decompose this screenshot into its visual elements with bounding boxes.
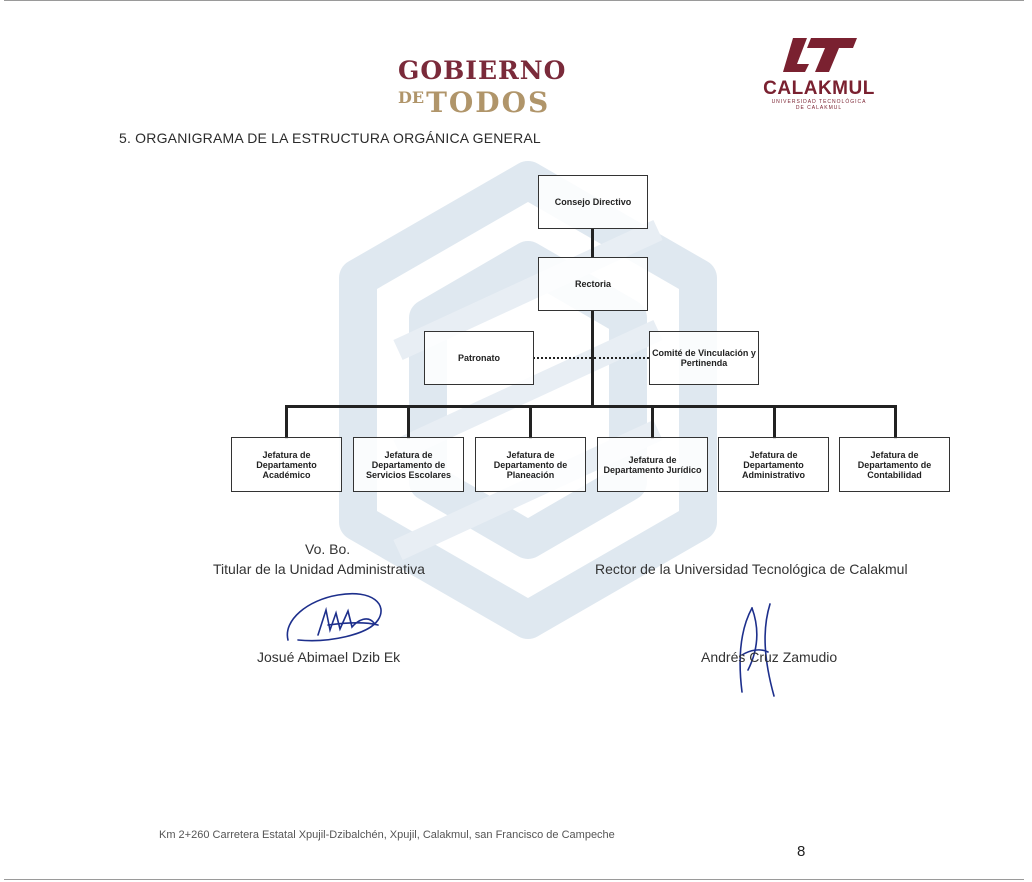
connector-dept-2 — [407, 405, 410, 439]
connector-dept-3 — [529, 405, 532, 439]
left-signer-role: Titular de la Unidad Administrativa — [213, 561, 425, 577]
left-signer-name: Josué Abimael Dzib Ek — [257, 649, 401, 665]
footer-address: Km 2+260 Carretera Estatal Xpujil-Dzibalchén, Xpujil, Calakmul, san Francisco de Campeche — [159, 829, 615, 841]
ut-sub-line-2: DE CALAKMUL — [795, 105, 843, 111]
org-box-dept-administrativo: Jefatura de Departamento Administrativo — [718, 437, 829, 492]
org-box-dept-planeacion: Jefatura de Departamento de Planeación — [475, 437, 586, 492]
ut-mark-icon — [779, 36, 859, 74]
left-signature-scribble — [278, 585, 393, 655]
page-number: 8 — [797, 843, 806, 860]
ut-sub-line-1: UNIVERSIDAD TECNOLÓGICA — [771, 99, 867, 105]
connector-top — [591, 229, 594, 258]
connector-main — [591, 311, 594, 407]
section-title: 5. ORGANIGRAMA DE LA ESTRUCTURA ORGÁNICA GENERAL — [119, 130, 541, 146]
connector-dept-6 — [894, 405, 897, 439]
org-box-dept-academico: Jefatura de Departamento Académico — [231, 437, 342, 492]
org-box-patronato: Patronato — [424, 331, 534, 385]
ut-calakmul-logo — [756, 36, 882, 111]
vobo-label: Vo. Bo. — [305, 541, 351, 557]
right-signer-role: Rector de la Universidad Tecnológica de Calakmul — [595, 561, 908, 577]
ut-calakmul-name: CALAKMUL — [763, 78, 875, 99]
org-box-consejo-directivo: Consejo Directivo — [538, 175, 648, 229]
right-signer-name: Andrés Cruz Zamudio — [701, 649, 838, 665]
gobierno-de-todos-logo — [398, 56, 567, 119]
logo-gobierno-text: GOBIERNO — [398, 56, 567, 85]
connector-dept-4 — [651, 405, 654, 439]
connector-dept-5 — [773, 405, 776, 439]
connector-dept-1 — [285, 405, 288, 439]
org-box-dept-contabilidad: Jefatura de Departamento de Contabilidad — [839, 437, 950, 492]
connector-horizontal — [285, 405, 897, 408]
connector-comite — [594, 357, 649, 359]
connector-patronato — [533, 357, 591, 359]
org-box-rectoria: Rectoria — [538, 257, 648, 311]
logo-todos-text: $^{DE}$TODOS — [398, 86, 551, 119]
org-box-comite-vinculacion: Comité de Vinculación y Pertinenda — [649, 331, 759, 385]
org-box-dept-servicios-escolares: Jefatura de Departamento de Servicios Escolares — [353, 437, 464, 492]
org-box-dept-juridico: Jefatura de Departamento Jurídico — [597, 437, 708, 492]
